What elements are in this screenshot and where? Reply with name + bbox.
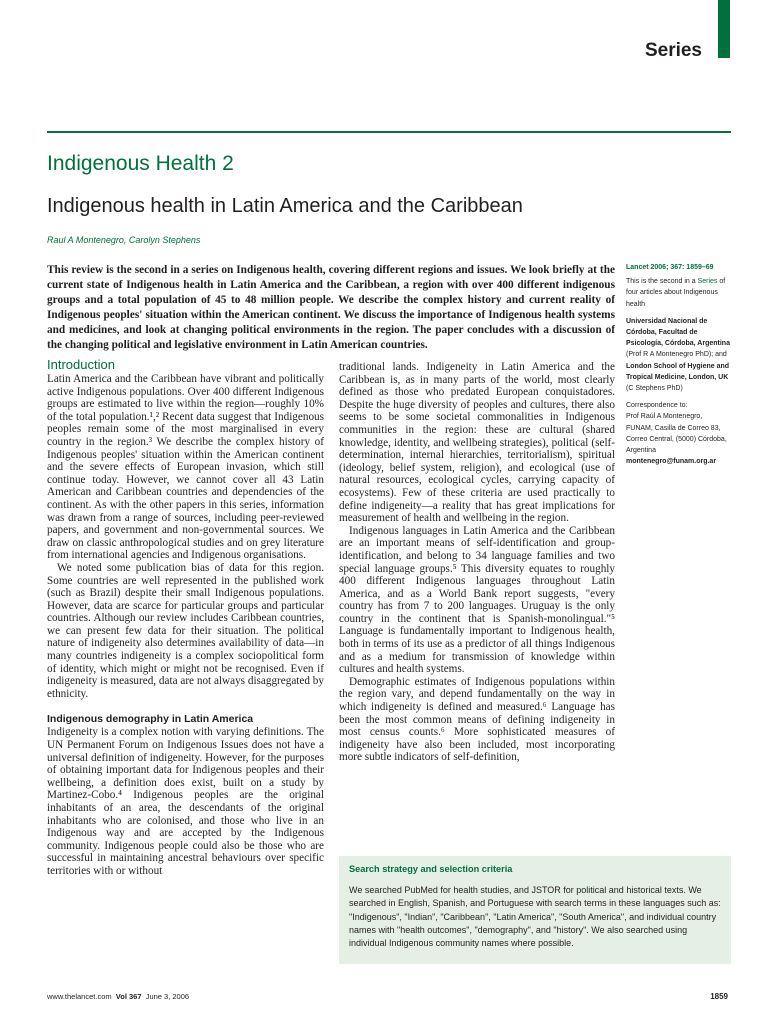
series-link[interactable]: Series: [697, 278, 718, 286]
series-title: Indigenous Health 2: [47, 152, 234, 175]
series-note: This is the second in a Series of four articles about Indigenous health: [626, 278, 726, 308]
demography-paragraph-1: Indigeneity is a complex notion with varying definitions. The UN Permanent Forum on Indigenous Issues does not have a universal definition of indigeneity. However, for the purposes of obtaining important data for Indigenous peoples and their wellbeing, a definition does exist, built on a study by Martinez-Cobo.⁴ Indigenous peoples are the original inhabitants of an area, the descendants of the original inhabitants who are colonised, and those who live in an Indigenous way and are accepted by the Indigenous community. Indigenous people could also be those who are successful in maintaining ancestral behaviours over specific territories with or without: [47, 726, 324, 877]
authors: Raul A Montenegro, Carolyn Stephens: [47, 235, 201, 245]
article-title: Indigenous health in Latin America and the Caribbean: [47, 195, 523, 217]
footer-volume: Vol 367: [115, 992, 142, 1001]
intro-paragraph-1: Latin America and the Caribbean have vibrant and politically active Indigenous populations. Over 400 different Indigenous groups are estimated to live within the region—roughly 10% of the total population.¹,² Recent data suggest that Indigenous peoples remain some of the most marginalised in every country in the region.³ We describe the complex history of Indigenous peoples' situation within the American continent and the severe effects of European invasion, which still continue today. However, we cannot cover all 43 Latin American and Caribbean countries and dependencies of the continent. As with the other papers in this series, information was drawn from a range of sources, including peer-reviewed papers, and government and non-governmental sources. We draw on classic anthropological studies and on grey literature from international agencies and Indigenous organisations.: [47, 373, 324, 562]
citation: Lancet 2006; 367: 1859–69: [626, 264, 714, 271]
correspondence-email[interactable]: montenegro@funam.org.ar: [626, 458, 717, 466]
series-color-bar: [718, 0, 730, 58]
col2-paragraph-1: traditional lands. Indigeneity in Latin America and the Caribbean is, as in many parts of the world, most clearly defined as those who predated European conquistadores. Despite the huge diversity of peoples and cultures, there also seems to be some societal commonalities in Indigenous communities in the region: these are cultural (shared knowledge, identity, and wellbeing strategies), political (self-determination, internal hierarchies, territorialism), spiritual (ideology, belief system, religion), and ecological (use of natural resources, ecological cycles, carrying capacity of ecosystems). Few of these criteria are used practically to define indigeneity—a reality that has great implications for measurement of health and wellbeing in the region.: [339, 361, 615, 525]
search-box-text: We searched PubMed for health studies, and JSTOR for political and historical texts. We searched in English, Spanish, and Portuguese with search terms in these languages such as: "Indigenous", "Indian", "Caribbean", "Latin America", "South America", and individual country names with "health outcomes", "demography", and "history". We also searched using individual Indigenous community names where possible.: [349, 885, 721, 949]
search-strategy-box: [339, 856, 731, 964]
col2-paragraph-2: Indigenous languages in Latin America and the Caribbean are an important means of self-identification and group-identification, and belong to 34 language families and two special language groups.⁵ This diversity equates to roughly 400 different Indigenous languages throughout Latin America, and as a World Bank report suggests, "every country has from 7 to 200 languages. Uruguay is the only country in the continent that is Spanish-monolingual."⁵ Language is fundamentally important to Indigenous health, both in terms of its use as a predictor of all things Indigenous and as a medium for transmission of knowledge within cultures and health systems.: [339, 524, 615, 676]
footer-citation: [47, 992, 189, 1001]
page-number: 1859: [710, 992, 728, 1001]
correspondence-line: Argentina: [626, 447, 656, 455]
article-sidebar: [626, 262, 732, 467]
introduction-heading: Introduction: [47, 357, 115, 372]
column-middle: [339, 361, 615, 764]
correspondence-line: Correo Central, (5000) Córdoba,: [626, 435, 727, 443]
correspondence-line: FUNAM, Casilla de Correo 83,: [626, 424, 721, 432]
abstract: This review is the second in a series on Indigenous health, covering different regions and issues. We look briefly at the current state of Indigenous health in Latin America and the Caribbean, a region with over 400 different indigenous groups and a total population of 45 to 48 million people. We describe the complex history and current reality of Indigenous peoples' situation within the American continent. We discuss the importance of Indigenous health systems and medicines, and look at changing political environments in the region. The paper concludes with a discussion of the changing political and legislative environment in Latin American countries.: [47, 264, 615, 351]
search-box-title: Search strategy and selection criteria: [349, 864, 513, 874]
correspondence-line: Prof Raúl A Montenegro,: [626, 413, 703, 421]
series-label: Series: [644, 40, 702, 61]
demography-heading: Indigenous demography in Latin America: [47, 713, 254, 726]
affiliations: Universidad Nacional de Córdoba, Facultad de Psicología, Córdoba, Argentina (Prof R A Montenegro PhD); and London School of Hygiene and Tropical Medicine, London, UK (C Stephens PhD): [626, 317, 730, 393]
intro-paragraph-2: We noted some publication bias of data for this region. Some countries are well represented in the published work (such as Brazil) despite their small Indigenous populations. However, data are scarce for particular groups and particular countries. Although our review includes Caribbean countries, we can present few data for their situation. The political nature of indigeneity also determines availability of data—in many countries indigeneity is a complex sociopolitical form of identity, which might or might not be recognised. Even if indigeneity is measured, data are not always disaggregated by ethnicity.: [47, 561, 324, 700]
correspondence-label: Correspondence to:: [626, 402, 688, 410]
footer-site[interactable]: www.thelancet.com: [47, 992, 112, 1001]
column-left: [47, 356, 324, 878]
footer-date: June 3, 2006: [145, 992, 190, 1001]
header-rule: [47, 131, 731, 133]
col2-paragraph-3: Demographic estimates of Indigenous populations within the region vary, and depend fundamentally on the way in which indigeneity is defined and measured.⁶ Language has been the most common means of defining indigeneity in most census counts.⁶ More sophisticated measures of indigeneity have also been included, most incorporating more subtle indicators of self-definition,: [339, 675, 615, 764]
